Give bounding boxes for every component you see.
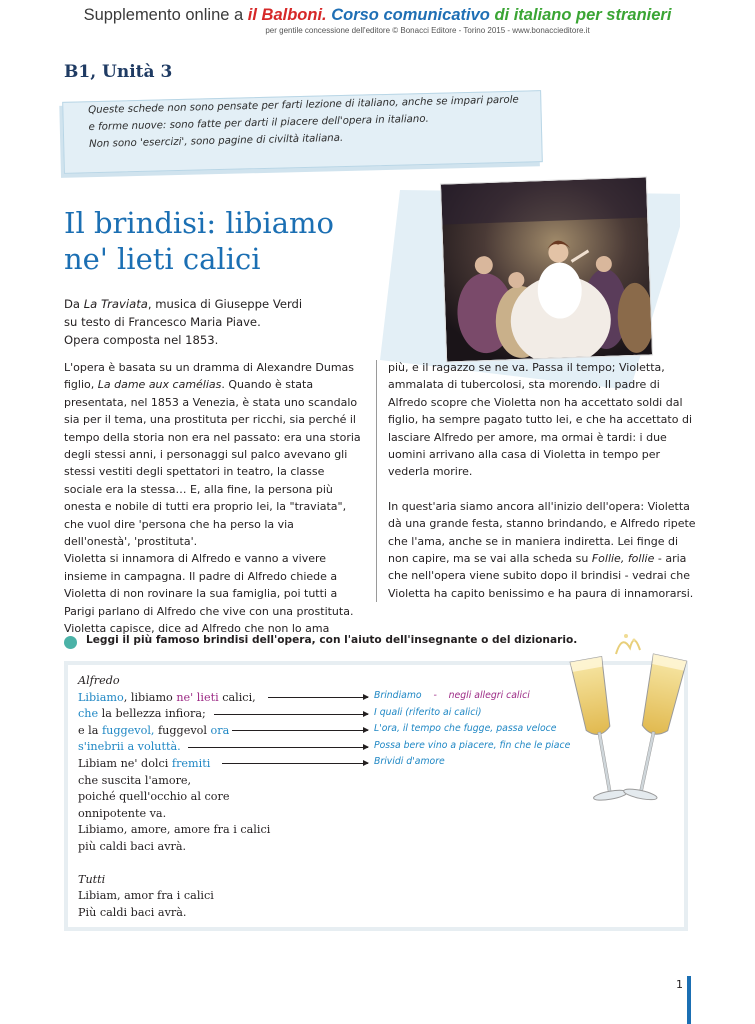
col2-para2-title: Follie, follie	[591, 552, 655, 566]
opera-scene-image	[441, 177, 652, 361]
page-number-bar	[687, 976, 691, 1024]
header-prefix: Supplemento online a	[83, 6, 244, 24]
poem-line-5	[78, 756, 378, 773]
poem-line-6: che suscita l'amore,	[78, 773, 192, 787]
col2-para2	[388, 498, 698, 602]
title-line-2: ne' lieti calici	[64, 242, 261, 276]
speaker-alfredo: Alfredo	[78, 674, 120, 687]
poem-line-10: più caldi baci avrà.	[78, 839, 187, 853]
word-ne-lieti: ne' lieti	[176, 690, 219, 704]
word-fuggevol: fuggevol,	[101, 723, 155, 737]
instruction-bullet-icon	[64, 636, 77, 649]
col2-para2-start: In quest'aria siamo ancora all'inizio dell'opera: Violetta dà una grande festa, stanno brindando, e Alfredo ripete che l'ama, anche se in maniera indiretta. Lei finge di non capire, ma se vai alla scheda su	[388, 499, 696, 566]
gloss-1	[374, 690, 530, 701]
gloss-4: Possa bere vino a piacere, fin che le piace	[374, 740, 571, 751]
note-line-1: Queste schede non sono pensate per farti lezione di italiano, anche se impari parole	[88, 94, 519, 116]
word-che: che	[78, 707, 99, 721]
poem-text	[78, 673, 378, 921]
poem-line-3-a: e la	[78, 723, 102, 737]
column-divider	[376, 360, 377, 602]
poem-line-7: poiché quell'occhio al core	[78, 790, 230, 804]
page-header	[0, 6, 755, 35]
poem-line-11: Libiam, amor fra i calici	[78, 889, 214, 903]
gloss-3: L'ora, il tempo che fugge, passa veloce	[374, 723, 557, 734]
col2-para1: più, e il ragazzo se ne va. Passa il tempo; Violetta, ammalata di tubercolosi, sta morendo. Il padre di Alfredo scopre che Violetta non ha accettato soldi dal figlio, ha sempre pagato tutto lei, e che ha accettato di lasciare Alfredo per amore, ma ormai è tardi: i due uomini arrivano alla casa di Violetta in tempo per vederla morire.	[388, 361, 692, 479]
title-line-1: Il brindisi: libiamo	[64, 206, 334, 240]
gloss-1-sep: -	[433, 690, 437, 701]
credit-composer: , musica di Giuseppe Verdi	[147, 297, 303, 311]
note-line-3: Non sono 'esercizi', sono pagine di civiltà italiana.	[88, 132, 344, 150]
poem-line-12: Più caldi baci avrà.	[78, 905, 187, 919]
gloss-arrow-4	[188, 747, 368, 748]
word-ora: ora	[210, 723, 230, 737]
header-di: di	[494, 6, 510, 24]
poem-line-9: Libiamo, amore, amore fra i calici	[78, 823, 271, 837]
credit-librettist: su testo di Francesco Maria Piave.	[64, 315, 261, 329]
page-title	[64, 205, 424, 277]
word-fremiti: fremiti	[171, 756, 211, 770]
col2-para2-end: - aria che nell'opera viene subito dopo il brindisi - vedrai che Violetta ha capito benissimo e ha paura di innamorarsi.	[388, 552, 694, 600]
col1-para1-title: La dame aux camélias	[97, 378, 222, 392]
col1-para1-start: L'opera è basata su un dramma di Alexandre Dumas figlio,	[64, 361, 355, 392]
col1-para1-end: . Quando è stata presentata, nel 1853 a Venezia, è stata uno scandalo sia per il tema, una prostituta per ricchi, sia perché il tempo della storia non era nel passato: era una storia degli stessi anni, i personaggi sul palco avevano gli stessi vestiti degli spettatori in teatro, la classe sociale era la stessa… E, alla fine, la persona più onesta e nobile di tutti era proprio lei, la "traviata", che vuol dire 'persona che ha perso la via dell'onestà', 'prostituta'.	[64, 378, 361, 549]
gloss-5: Brividi d'amore	[374, 756, 445, 767]
gloss-1-b: negli allegri calici	[448, 690, 530, 701]
poem-line-4: s'inebrii a voluttà.	[78, 740, 181, 754]
credit-opera-title: La Traviata	[83, 297, 148, 311]
poem-line-5-a: Libiam ne' dolci	[78, 756, 172, 770]
body-column-2	[388, 359, 698, 602]
header-title	[0, 6, 755, 25]
header-brand: il Balboni.	[247, 6, 327, 24]
poem-line-8: onnipotente va.	[78, 806, 167, 820]
word-libiamo: Libiamo	[78, 690, 124, 704]
opera-credit	[64, 295, 404, 349]
poem-line-1-d: calici,	[218, 690, 256, 704]
gloss-arrow-2	[214, 714, 368, 715]
speaker-tutti: Tutti	[78, 872, 106, 886]
credit-year: Opera composta nel 1853.	[64, 333, 219, 347]
header-italiano: italiano per stranieri	[513, 6, 672, 24]
credit-da: Da	[64, 297, 84, 311]
col1-para2: Violetta si innamora di Alfredo e vanno a vivere insieme in campagna. Il padre di Alfredo chiede a Violetta di non rovinare la sua famiglia, poi tutti a Parigi parlano di Alfredo che vive con una prostituta. Violetta capisce, dice ad Alfredo che non lo ama	[64, 552, 354, 636]
unit-label: B1, Unità 3	[64, 62, 173, 82]
gloss-2: I quali (riferito ai calici)	[374, 707, 482, 718]
header-corso: Corso comunicativo	[331, 6, 490, 24]
body-column-1	[64, 359, 364, 638]
poem-line-3	[78, 723, 378, 740]
note-text	[88, 91, 529, 153]
gloss-1-a: Brindiamo	[374, 690, 422, 701]
poem-line-2-b: la bellezza infiora;	[98, 707, 206, 721]
opera-photo	[440, 176, 653, 362]
page-number: 1	[676, 978, 683, 991]
note-line-2: e forme nuove: sono fatte per darti il piacere dell'opera in italiano.	[88, 113, 429, 133]
poem-line-1-b: , libiamo	[123, 690, 177, 704]
gloss-arrow-1	[268, 697, 368, 698]
poem-line-3-c: fuggevol	[154, 723, 211, 737]
header-credit: per gentile concessione dell'editore © Bonacci Editore - Torino 2015 - www.bonaccieditore.it	[265, 26, 590, 35]
gloss-arrow-5	[222, 763, 368, 764]
gloss-arrow-3	[232, 730, 368, 731]
champagne-glasses-icon	[560, 628, 695, 813]
instruction-text: Leggi il più famoso brindisi dell'opera, con l'aiuto dell'insegnante o del dizionario.	[86, 634, 578, 646]
